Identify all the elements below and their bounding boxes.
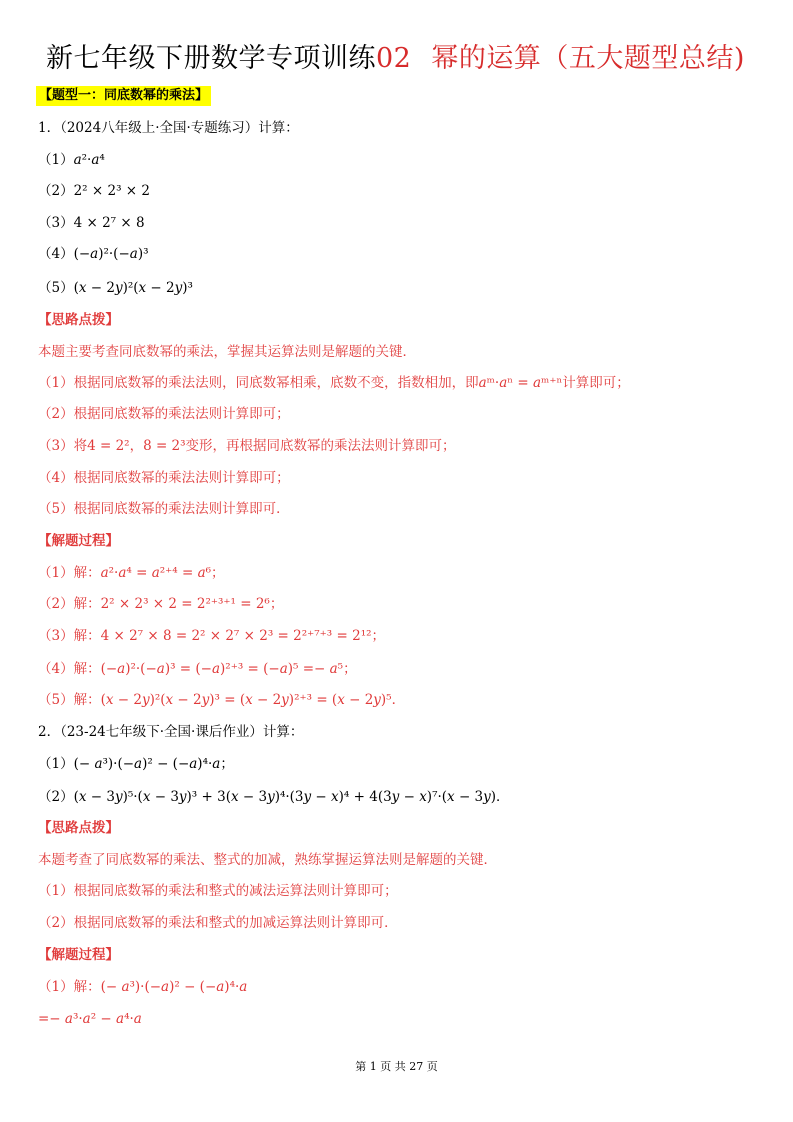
text-line: （4）解：(−𝑎)²·(−𝑎)³ = (−𝑎)²⁺³ = (−𝑎)⁵ =− 𝑎⁵； [38,661,357,677]
text-line: （3）4 × 2⁷ × 8 [38,215,145,231]
text-line: （2）解：2² × 2³ × 2 = 2²⁺³⁺¹ = 2⁶； [38,596,284,612]
text-line: （3）将4 = 2²，8 = 2³变形，再根据同底数幂的乘法法则计算即可； [38,438,456,454]
page-footer: 第 1 页 共 27 页 [355,1060,438,1073]
text-line: 本题主要考查同底数幂的乘法，掌握其运算法则是解题的关键． [38,344,416,360]
text-line: （5）解：(𝑥 − 2𝑦)²(𝑥 − 2𝑦)³ = (𝑥 − 2𝑦)²⁺³ = (𝑥 − 2𝑦)⁵． [38,692,406,708]
text-line: （1）根据同底数幂的乘法法则，同底数幂相乘，底数不变，指数相加，即𝑎ᵐ·𝑎ⁿ = 𝑎ᵐ⁺ⁿ计算即可； [38,375,630,391]
title-main: 新七年级下册数学专项训练 [46,43,376,74]
text-line: （1）解：𝑎²·𝑎⁴ = 𝑎²⁺⁴ = 𝑎⁶； [38,565,225,581]
text-line: （2）2² × 2³ × 2 [38,183,150,199]
text-line: （1）解：(− 𝑎³)·(−𝑎)² − (−𝑎)⁴·𝑎 [38,979,248,995]
text-line: （1）𝑎²·𝑎⁴ [38,152,105,168]
text-line: （4）根据同底数幂的乘法法则计算即可； [38,470,290,486]
text-line: （5）根据同底数幂的乘法法则计算即可． [38,501,290,517]
text-line: （1）根据同底数幂的乘法和整式的减法运算法则计算即可； [38,883,398,899]
text-line: （1）(− 𝑎³)·(−𝑎)² − (−𝑎)⁴·𝑎； [38,756,234,772]
text-line: =− 𝑎³·𝑎² − 𝑎⁴·𝑎 [38,1011,142,1027]
text-line: （4）(−𝑎)²·(−𝑎)³ [38,246,149,262]
title-topic: 幂的运算（五大题型总结) [431,43,745,74]
section-heading: 【解题过程】 [38,533,119,549]
text-line: （2）(𝑥 − 3𝑦)⁵·(𝑥 − 3𝑦)³ + 3(𝑥 − 3𝑦)⁴·(3𝑦 − 𝑥)⁴ + 4(3𝑦 − 𝑥)⁷·(𝑥 − 3𝑦)． [38,789,510,805]
page-title [46,40,745,78]
text-line: 本题考查了同底数幂的乘法、整式的加减，熟练掌握运算法则是解题的关键． [38,852,497,868]
text-line: （3）解：4 × 2⁷ × 8 = 2² × 2⁷ × 2³ = 2²⁺⁷⁺³ = 2¹²； [38,628,386,644]
text-line: （2）根据同底数幂的乘法和整式的加减运算法则计算即可． [38,915,398,931]
text-line: （5）(𝑥 − 2𝑦)²(𝑥 − 2𝑦)³ [38,280,193,296]
text-line: 2．（23-24七年级下·全国·课后作业）计算： [38,724,304,740]
text-line: 1．（2024八年级上·全国·专题练习）计算： [38,120,299,136]
section-heading: 【解题过程】 [38,947,119,963]
title-number: 02 [376,43,412,74]
section-heading: 【思路点拨】 [38,820,119,836]
section-tag-highlight: 【题型一：同底数幂的乘法】 [36,86,211,106]
text-line: （2）根据同底数幂的乘法法则计算即可； [38,406,290,422]
section-heading: 【思路点拨】 [38,312,119,328]
